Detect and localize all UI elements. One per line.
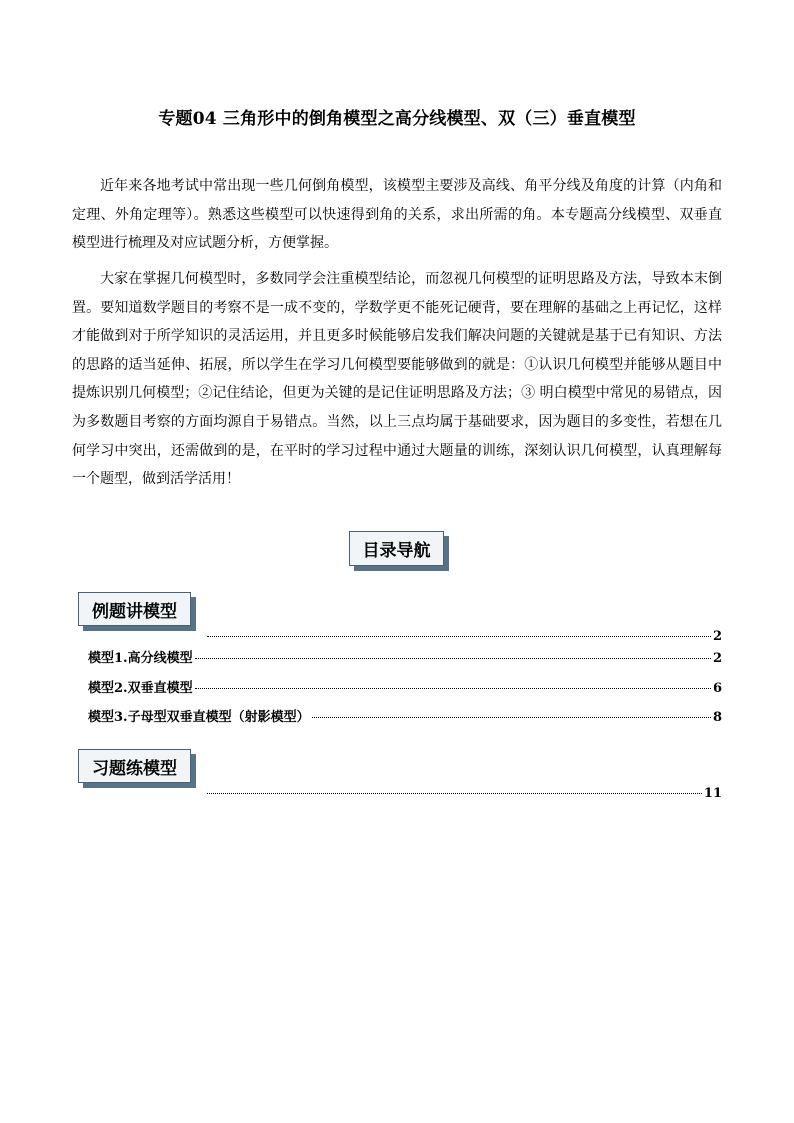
intro-paragraph-1: 近年来各地考试中常出现一些几何倒角模型，该模型主要涉及高线、角平分线及角度的计算（内角和定理、外角定理等）。熟悉这些模型可以快速得到角的关系，求出所需的角。本专题高分线模型、双垂直模型进行梳理及对应试题分析，方便掌握。: [72, 178, 722, 252]
dot-leader: [312, 717, 711, 718]
toc-page-number: 2: [712, 651, 722, 666]
toc-entry-label: 模型3.子母型双垂直模型（射影模型）: [88, 710, 310, 725]
toc-page-number: 8: [712, 710, 722, 725]
toc-entry-model-2[interactable]: [88, 681, 722, 697]
toc-page-number: 6: [712, 681, 722, 696]
toc-page-number: 11: [703, 786, 722, 801]
toc-page-number: 2: [712, 629, 722, 644]
toc-heading: 目录导航: [349, 531, 444, 566]
dot-leader: [195, 658, 711, 659]
dot-leader: [207, 636, 711, 637]
intro-paragraph-2: 大家在掌握几何模型时，多数同学会注重模型结论，而忽视几何模型的证明思路及方法，导致本末倒置。要知道数学题目的考察不是一成不变的，学数学更不能死记硬背，要在理解的基础之上再记忆，这样才能做到对于所学知识的灵活运用，并且更多时候能够启发我们解决问题的关键就是基于已有知识、方法的思路的适当延伸、拓展，所以学生在学习几何模型要能够做到的就是：①认识几何模型并能够从题目中提炼识别几何模型；②记住结论，但更为关键的是记住证明思路及方法；③ 明白模型中常见的易错点，因为多数题目考察的方面均源自于易错点。当然，以上三点均属于基础要求，因为题目的多变性，若想在几何学习中突出，还需做到的是，在平时的学习过程中通过大题量的训练，深刻认识几何模型，认真理解每一个题型，做到活学活用！: [72, 271, 722, 488]
document-title: 专题04 三角形中的倒角模型之高分线模型、双（三）垂直模型: [158, 109, 636, 129]
toc-entry-label: 模型2.双垂直模型: [88, 681, 193, 696]
toc-entry-model-3[interactable]: [88, 710, 722, 726]
toc-entry-examples-section[interactable]: [205, 629, 722, 645]
toc-entry-model-1[interactable]: [88, 651, 722, 667]
dot-leader: [195, 688, 711, 689]
toc-entry-exercises-section[interactable]: [205, 786, 722, 802]
toc-entry-label: 模型1.高分线模型: [88, 651, 193, 666]
toc-section-heading-examples[interactable]: 例题讲模型: [78, 592, 191, 626]
dot-leader: [207, 793, 702, 794]
toc-section-heading-exercises[interactable]: 习题练模型: [78, 749, 191, 783]
